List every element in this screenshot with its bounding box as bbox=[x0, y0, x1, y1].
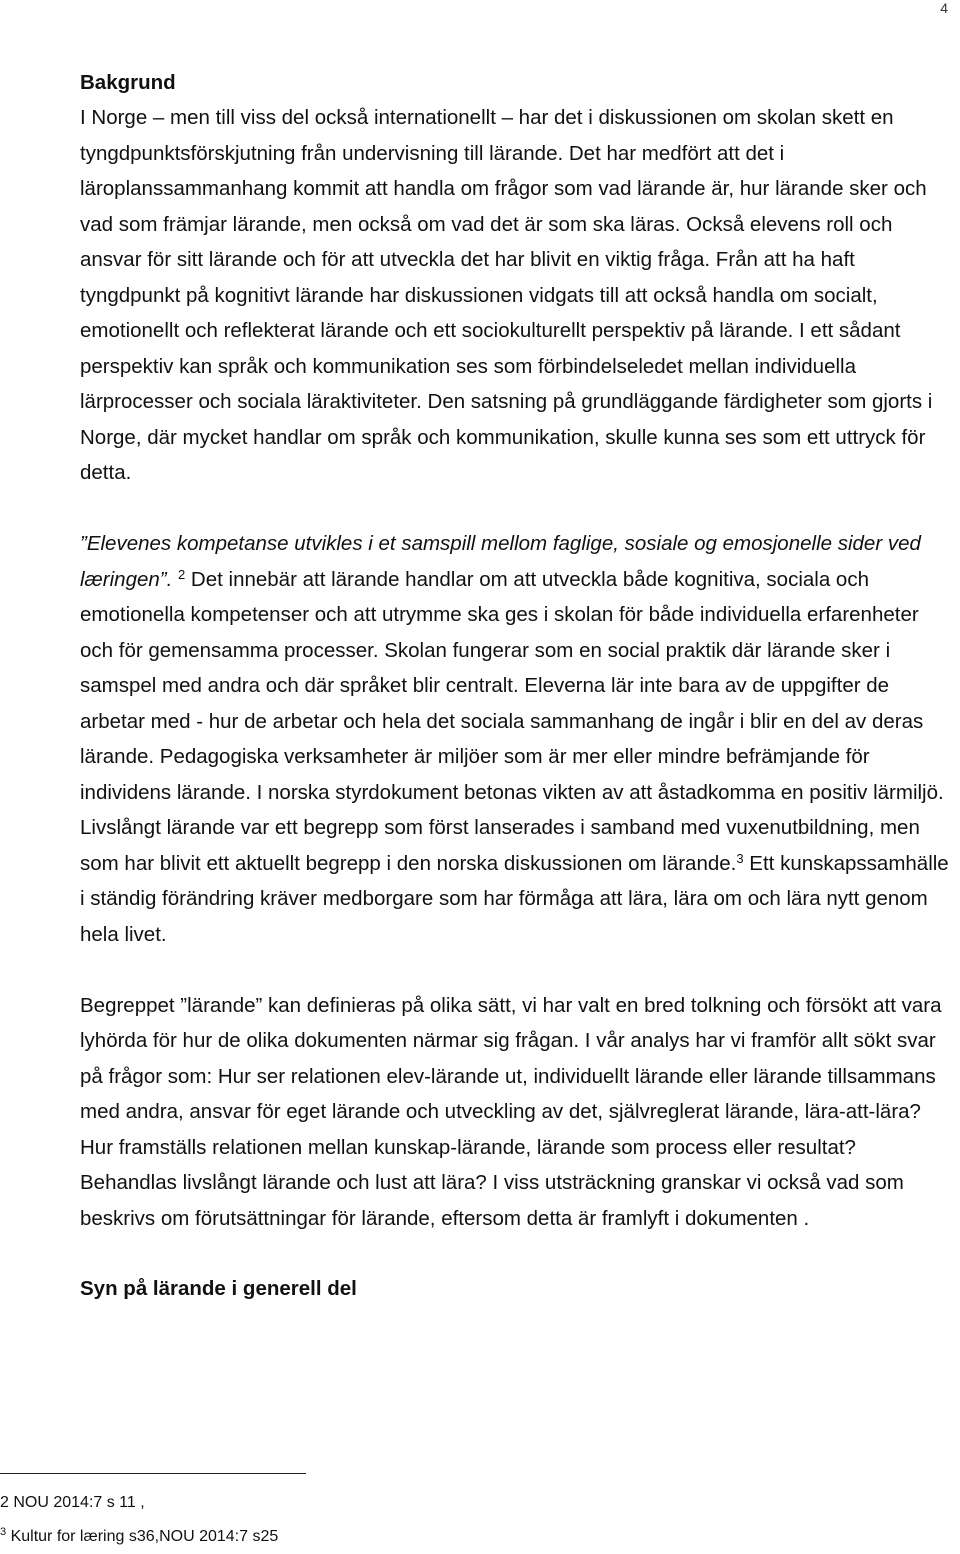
section-heading-bakgrund: Bakgrund bbox=[80, 71, 176, 94]
paragraph-2-text-a: Det innebär att lärande handlar om att utveckla både kognitiva, sociala och emotionella kompetenser och att utrymme ska ges i skolan för både individuella erfarenheter och för gemensamma processer. Skolan fungerar som en social praktik där lärande sker i samspel med andra och där språket blir centralt. Eleverna lär inte bara av de uppgifter de arbetar med - hur de arbetar och hela det sociala sammanhang de ingår i blir en del av deras lärande. Pedagogiska verksamheter är miljöer som är mer eller mindre befrämjande för individens lärande. I norska styrdokument betonas vikten av att åstadkomma en positiv lärmiljö. Livslångt lärande var ett begrepp som först lanserades i samband med vuxenutbildning, men som har blivit ett aktuellt begrepp i den norska diskussionen om lärande. bbox=[80, 567, 944, 875]
footnote-3-text: Kultur for læring s36,NOU 2014:7 s25 bbox=[6, 1528, 279, 1545]
footnote-ref-3[interactable]: 3 bbox=[736, 850, 744, 866]
footnote-divider bbox=[0, 1473, 306, 1474]
footnote-2-number: 2 bbox=[0, 1494, 9, 1511]
norwegian-quote: ”Elevenes kompetanse utvikles i et samspill mellom faglige, sosiale og emosjonelle sider ved læringen”. bbox=[80, 532, 921, 591]
footnote-ref-2[interactable]: 2 bbox=[178, 566, 186, 582]
footnote-3-number: 3 bbox=[0, 1526, 7, 1538]
footnote-2 bbox=[0, 1486, 278, 1520]
page-number: 4 bbox=[940, 0, 948, 16]
footnote-2-text: NOU 2014:7 s 11 , bbox=[8, 1494, 145, 1511]
paragraph-spacer bbox=[80, 1236, 956, 1272]
paragraph-spacer bbox=[80, 952, 956, 988]
paragraph-2 bbox=[80, 526, 956, 952]
paragraph-spacer bbox=[80, 491, 956, 527]
paragraph-3: Begreppet ”lärande” kan definieras på olika sätt, vi har valt en bred tolkning och försökt att vara lyhörda för hur de olika dokumenten närmar sig frågan. I vår analys har vi framför allt sökt svar på frågor som: Hur ser relationen elev-lärande ut, individuellt lärande eller lärande tillsammans med andra, ansvar för eget lärande och utveckling av det, självreglerat lärande, lära-att-lära? Hur framställs relationen mellan kunskap-lärande, lärande som process eller resultat? Behandlas livslångt lärande och lust att lära? I viss utsträckning granskar vi också vad som beskrivs om förutsättningar för lärande, eftersom detta är framlyft i dokumenten . bbox=[80, 993, 942, 1230]
section-heading-syn-pa-larande: Syn på lärande i generell del bbox=[80, 1276, 357, 1300]
footnote-3 bbox=[0, 1520, 278, 1554]
paragraph-2-text-b: Ett kunskapssamhälle i ständig förändring kräver medborgare som har förmåga att lära, lära om och lära nytt genom hela livet. bbox=[80, 851, 949, 946]
document-body bbox=[80, 66, 956, 1306]
paragraph-1: I Norge – men till viss del också internationellt – har det i diskussionen om skolan skett en tyngdpunktsförskjutning från undervisning till lärande. Det har medfört att det i läroplanssammanhang kommit att handla om frågor som vad lärande är, hur lärande sker och vad som främjar lärande, men också om vad det är som ska läras. Också elevens roll och ansvar för sitt lärande och för att utveckla det har blivit en viktig fråga. Från att ha haft tyngdpunkt på kognitivt lärande har diskussionen vidgats till att också handla om socialt, emotionellt och reflekterat lärande och ett sociokulturellt perspektiv på lärande. I ett sådant perspektiv kan språk och kommunikation ses som förbindelseledet mellan individuella lärprocesser och sociala läraktiviteter. Den satsning på grundläggande färdigheter som gjorts i Norge, där mycket handlar om språk och kommunikation, skulle kunna ses som ett uttryck för detta. bbox=[80, 106, 933, 484]
footnotes bbox=[0, 1486, 278, 1554]
